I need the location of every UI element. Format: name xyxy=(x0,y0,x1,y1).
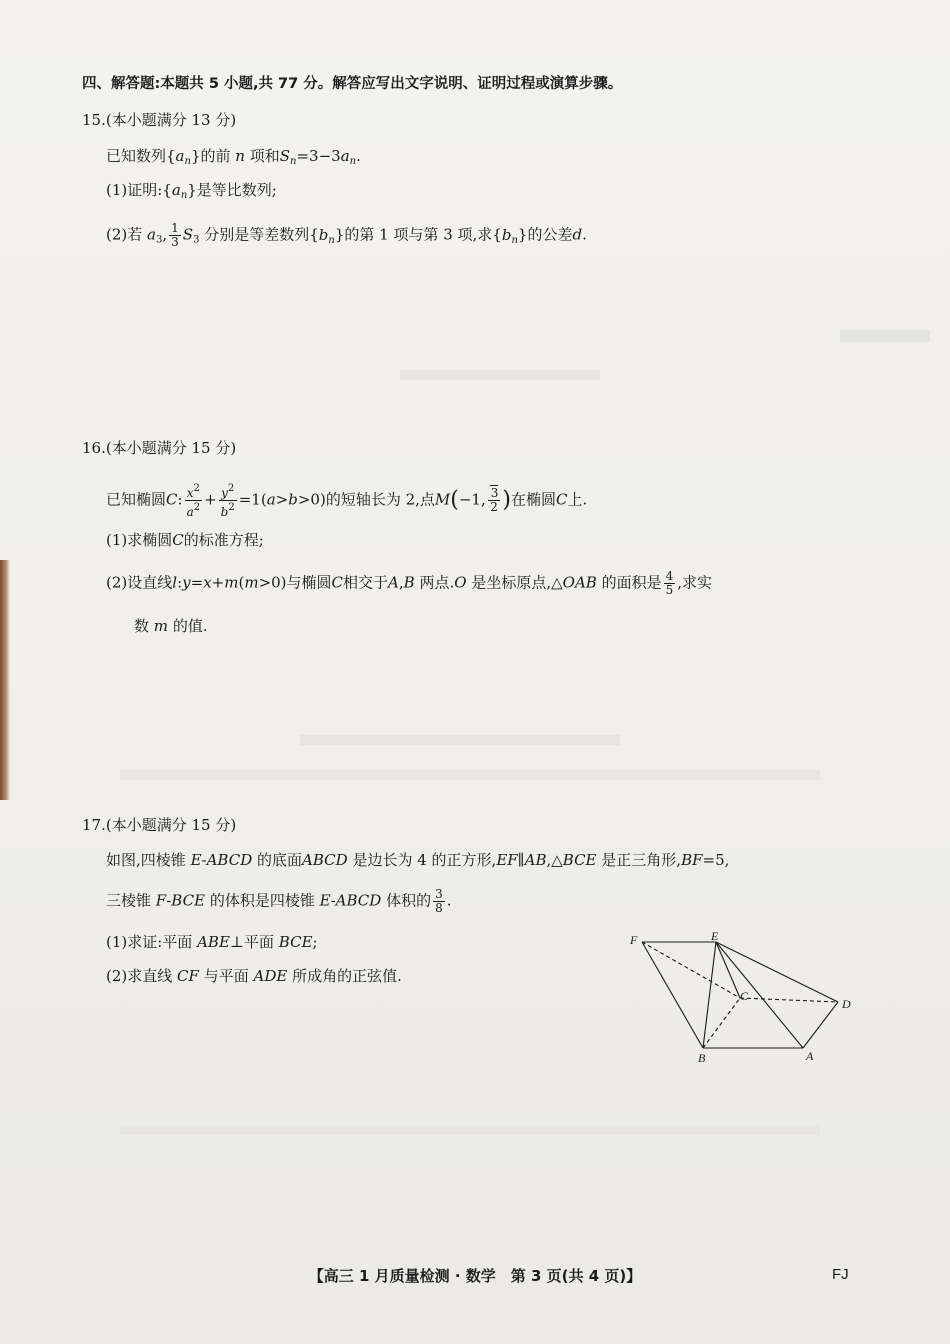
edge-EB xyxy=(703,942,716,1048)
q15-title: 15.(本小题满分 13 分) xyxy=(82,111,237,129)
edge-FC-hidden xyxy=(642,942,740,998)
bleed-through-mark xyxy=(120,1125,820,1135)
bleed-through-mark xyxy=(120,770,820,780)
bleed-through-mark xyxy=(840,330,930,342)
q16-part2: (2)设直线l:y=x+m(m>0)与椭圆C相交于A,B 两点.O 是坐标原点,△OAB 的面积是 $\frac{4}{5}$ ,求实 xyxy=(106,569,713,597)
q16-part2-cont: 数 m 的值. xyxy=(134,617,208,635)
page-footer: 【高三 1 月质量检测 · 数学 第 3 页(共 4 页)】 xyxy=(308,1267,642,1285)
label-C: C xyxy=(740,989,749,1003)
q17-title: 17.(本小题满分 15 分) xyxy=(82,816,237,834)
section-header: 四、解答题:本题共 5 小题,共 77 分。解答应写出文字说明、证明过程或演算步骤。 xyxy=(82,76,623,92)
edge-ED xyxy=(716,942,838,1002)
q17-line2: 三棱锥 F-BCE 的体积是四棱锥 E-ABCD 体积的 $\frac{3}{8}$ . xyxy=(106,887,452,915)
footer-code: FJ xyxy=(832,1266,849,1283)
label-E: E xyxy=(711,929,719,943)
q16-intro: 已知椭圆C: $\frac{x^2}{a^2}$ + $\frac{y^2}{b^2}$ =1(a>b>0)的短轴长为 2,点M(−1, $\frac{3}{2}$ )在椭圆C上. xyxy=(106,483,588,519)
label-F: F xyxy=(630,933,638,947)
edge-FB xyxy=(642,942,703,1048)
bleed-through-mark xyxy=(300,735,620,745)
q17-part2: (2)求直线 CF 与平面 ADE 所成角的正弦值. xyxy=(106,967,402,985)
edge-AD xyxy=(803,1002,838,1048)
q17-part1: (1)求证:平面 ABE⊥平面 BCE; xyxy=(106,933,318,951)
bleed-through-mark xyxy=(400,370,600,380)
q17-line1: 如图,四棱锥 E-ABCD 的底面ABCD 是边长为 4 的正方形,EF∥AB,△BCE 是正三角形,BF=5, xyxy=(106,851,730,869)
label-A: A xyxy=(806,1049,814,1063)
edge-CD-hidden xyxy=(740,998,838,1002)
label-B: B xyxy=(698,1051,706,1065)
q15-part2: (2)若 $a_3$, $\frac{1}{3}$ $S_3$ 分别是等差数列$\{b_n\}$的第 1 项与第 3 项,求$\{b_n\}$的公差d. xyxy=(106,221,587,249)
label-D: D xyxy=(842,997,851,1011)
edge-EA xyxy=(716,942,803,1048)
q15-part1: (1)证明$:\{a_n\}$是等比数列; xyxy=(106,181,277,201)
fraction: $\frac{1}{3}$ xyxy=(171,221,179,249)
q16-part1: (1)求椭圆C的标准方程; xyxy=(106,531,264,549)
q15-intro: 已知数列$\{a_n\}$的前 n 项和$S_n=3-3a_n$. xyxy=(106,147,361,167)
q16-title: 16.(本小题满分 15 分) xyxy=(82,439,237,457)
pyramid-figure xyxy=(620,928,860,1068)
edge-EC xyxy=(716,942,740,998)
scan-edge-shadow xyxy=(0,560,10,800)
